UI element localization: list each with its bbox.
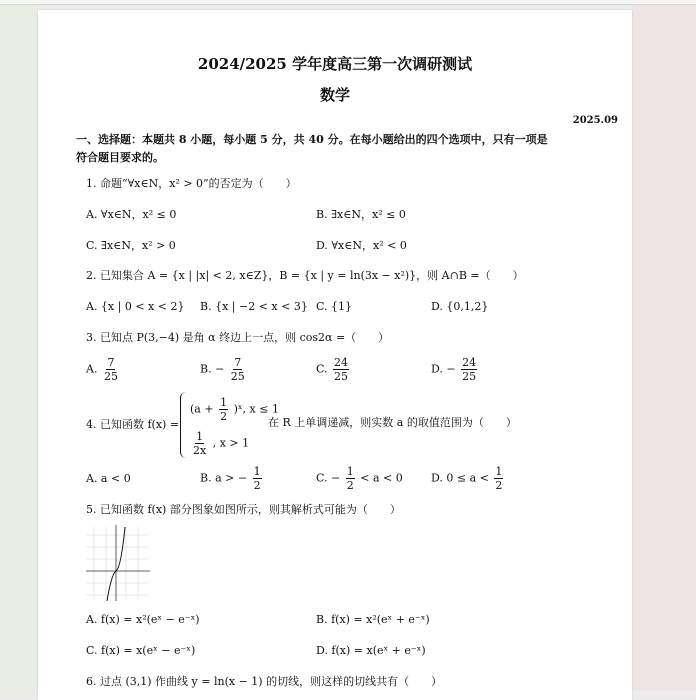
question-4-option-b: [200, 465, 264, 492]
fraction: [461, 356, 477, 383]
question-4-suffix: 在 R 上单调递减，则实数 a 的取值范围为（ ）: [268, 416, 517, 429]
question-5-option-d: D. f(x) = x(eˣ + e⁻ˣ): [316, 644, 426, 657]
fraction-numerator: 1: [220, 396, 228, 409]
question-1-option-d: D. ∀x∈N，x² < 0: [316, 239, 407, 252]
question-4-option-d: [431, 465, 505, 492]
fraction: [219, 396, 228, 423]
page-title: 2024/2025 学年度高三第一次调研测试: [197, 55, 473, 73]
option-label: D. −: [431, 362, 456, 376]
graph-grid: [86, 527, 148, 599]
subject-title: 数学: [319, 86, 350, 104]
question-4-option-a: A. a < 0: [86, 472, 131, 485]
fraction-denominator: 25: [334, 370, 349, 383]
case-1-prefix: (a +: [190, 402, 214, 416]
exam-date: 2025.09: [572, 115, 618, 126]
option-label: D. 0 ≤ a <: [431, 471, 489, 485]
question-2-stem: 2. 已知集合 A = {x | |x| < 2, x∈Z}，B = {x | y = ln(3x − x²)}，则 A∩B =（ ）: [86, 269, 524, 282]
question-1-option-c: C. ∃x∈N，x² > 0: [86, 239, 176, 252]
option-suffix: < a < 0: [360, 471, 403, 485]
fraction: [253, 465, 262, 492]
question-4-option-c: [316, 465, 403, 492]
option-label: B. −: [200, 362, 225, 376]
function-graph-figure: [86, 525, 152, 601]
question-5-option-c: C. f(x) = x(eˣ − e⁻ˣ): [86, 644, 196, 657]
fraction-denominator: 2: [253, 479, 261, 492]
question-4-case-1: [190, 396, 279, 423]
case-2-suffix: , x > 1: [212, 436, 250, 450]
viewer-top-bar: [0, 0, 696, 5]
question-5-option-a: A. f(x) = x²(eˣ − e⁻ˣ): [86, 613, 200, 626]
viewer-left-margin: [0, 0, 38, 691]
fraction-numerator: 7: [107, 356, 115, 369]
option-label: C.: [316, 362, 328, 376]
fraction-denominator: 25: [462, 370, 477, 383]
fraction-denominator: 2: [495, 479, 503, 492]
fraction-numerator: 1: [253, 465, 261, 478]
section-heading-line2: 符合题目要求的。: [76, 151, 164, 164]
case-1-suffix: )ˣ, x ≤ 1: [233, 402, 279, 416]
fraction: [230, 356, 246, 383]
question-3-option-a: [86, 356, 121, 383]
piecewise-brace: [180, 392, 188, 458]
fraction-numerator: 1: [196, 430, 204, 443]
fraction-denominator: 2: [346, 479, 354, 492]
fraction: [103, 356, 119, 383]
fraction-numerator: 1: [495, 465, 503, 478]
fraction-numerator: 1: [346, 465, 354, 478]
question-2-option-b: B. {x | −2 < x < 3}: [200, 300, 308, 313]
section-heading-line1: 一、选择题：本题共 8 小题，每小题 5 分，共 40 分。在每小题给出的四个选项中，只有一项是: [76, 133, 548, 146]
question-3-option-b: [200, 356, 248, 383]
fraction: [346, 465, 355, 492]
fraction-denominator: 2: [220, 410, 228, 423]
document-page: [38, 10, 632, 700]
question-5-stem: 5. 已知函数 f(x) 部分图象如图所示，则其解析式可能为（ ）: [86, 503, 401, 516]
option-label: A.: [86, 362, 98, 376]
fraction-numerator: 24: [462, 356, 477, 369]
fraction-denominator: 2x: [193, 444, 207, 457]
question-6-stem: 6. 过点 (3,1) 作曲线 y = ln(x − 1) 的切线，则这样的切线共有（ ）: [86, 675, 443, 688]
fraction: [494, 465, 503, 492]
question-2-option-c: C. {1}: [316, 300, 353, 313]
question-4-prefix: 4. 已知函数 f(x) =: [86, 418, 180, 431]
fraction-denominator: 25: [230, 370, 245, 383]
option-label: C. −: [316, 471, 341, 485]
question-5-option-b: B. f(x) = x²(eˣ + e⁻ˣ): [316, 613, 430, 626]
option-label: B. a > −: [200, 471, 248, 485]
question-3-option-d: [431, 356, 479, 383]
question-1-stem: 1. 命题“∀x∈N，x² > 0”的否定为（ ）: [86, 177, 297, 190]
fraction: [192, 430, 207, 457]
question-4-case-2: [190, 430, 249, 457]
question-2-option-d: D. {0,1,2}: [431, 300, 489, 313]
question-3-option-c: [316, 356, 351, 383]
fraction-numerator: 24: [334, 356, 349, 369]
viewer-right-margin: [632, 0, 696, 691]
question-2-option-a: A. {x | 0 < x < 2}: [86, 300, 185, 313]
question-1-option-b: B. ∃x∈N，x² ≤ 0: [316, 208, 406, 221]
question-1-option-a: A. ∀x∈N，x² ≤ 0: [86, 208, 177, 221]
question-3-stem: 3. 已知点 P(3,−4) 是角 α 终边上一点，则 cos2α =（ ）: [86, 331, 390, 344]
fraction-numerator: 7: [234, 356, 242, 369]
fraction: [333, 356, 349, 383]
fraction-denominator: 25: [103, 370, 118, 383]
